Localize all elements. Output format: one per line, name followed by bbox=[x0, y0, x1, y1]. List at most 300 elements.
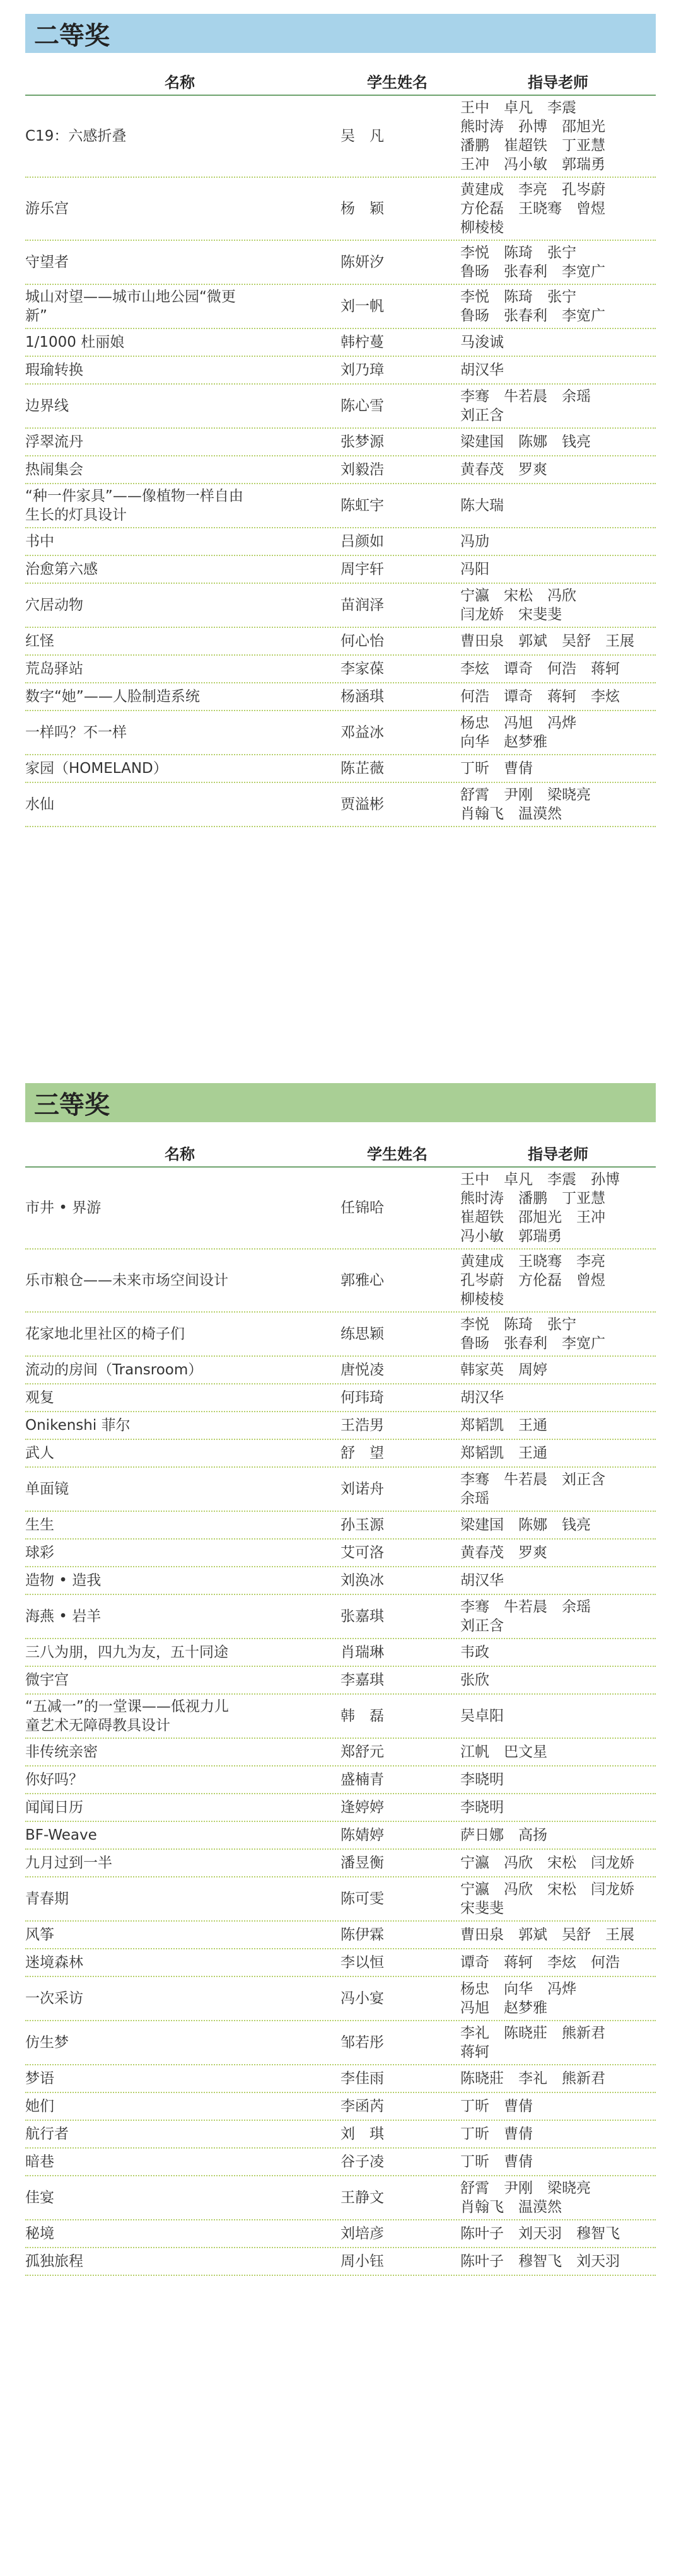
table-row bbox=[25, 178, 656, 241]
advisor-names-text: 舒霄 尹刚 梁晓亮 肖翰飞 温漠然 bbox=[460, 2180, 591, 2215]
advisor-names-text: 曹田泉 郭斌 吴舒 王展 bbox=[460, 1927, 634, 1943]
work-name-text: 你好吗？ bbox=[25, 1772, 83, 1788]
work-name-text: 闻闻日历 bbox=[25, 1799, 83, 1816]
work-name bbox=[25, 1798, 334, 1817]
student-name-text: 陈虹宇 bbox=[340, 497, 384, 514]
advisor-names-text: 张欣 bbox=[460, 1672, 489, 1688]
advisor-names-text: 马浚诚 bbox=[460, 334, 504, 351]
work-name bbox=[25, 1697, 334, 1735]
student-name-text: 陈婧婷 bbox=[340, 1827, 384, 1843]
advisor-names bbox=[460, 2024, 656, 2062]
table-row bbox=[25, 683, 656, 711]
advisor-names-text: 郑韬凯 王通 bbox=[460, 1417, 547, 1434]
third-prize-table bbox=[25, 1139, 656, 2276]
table-row bbox=[25, 2176, 656, 2220]
student-name bbox=[334, 560, 460, 579]
work-name-text: 乐市粮仓——未来市场空间设计 bbox=[25, 1272, 228, 1289]
advisor-names bbox=[460, 1798, 656, 1817]
work-name-text: 航行者 bbox=[25, 2126, 69, 2142]
table-row bbox=[25, 1977, 656, 2021]
third-prize-rows bbox=[25, 1168, 656, 2276]
work-name-text: 守望者 bbox=[25, 254, 69, 270]
advisor-names-text: 李晓明 bbox=[460, 1799, 504, 1816]
work-name-text: 风筝 bbox=[25, 1927, 54, 1943]
work-name bbox=[25, 532, 334, 551]
work-name-text: 海燕 • 岩羊 bbox=[25, 1608, 102, 1625]
student-name bbox=[334, 460, 460, 479]
student-name bbox=[334, 723, 460, 742]
second-prize-rows bbox=[25, 96, 656, 827]
table-row bbox=[25, 241, 656, 285]
work-name bbox=[25, 1671, 334, 1690]
advisor-names-text: 李骞 牛若晨 刘正含 余瑶 bbox=[460, 1471, 605, 1507]
work-name-text: 观复 bbox=[25, 1390, 54, 1406]
student-name bbox=[334, 333, 460, 352]
work-name-text: “五减一”的一堂课——低视力儿 童艺术无障碍教具设计 bbox=[25, 1698, 229, 1734]
student-name bbox=[334, 596, 460, 615]
advisor-names-text: 李炫 谭奇 何浩 蒋轲 bbox=[460, 661, 620, 677]
advisor-names bbox=[460, 287, 656, 325]
table-row bbox=[25, 1739, 656, 1767]
advisor-names bbox=[460, 1571, 656, 1590]
work-name-text: 造物 • 造我 bbox=[25, 1572, 102, 1589]
advisor-names bbox=[460, 1980, 656, 2017]
student-name bbox=[334, 253, 460, 272]
work-name bbox=[25, 659, 334, 678]
student-name-text: 李以恒 bbox=[340, 1954, 384, 1971]
table-row bbox=[25, 385, 656, 429]
work-name-text: 微宇宫 bbox=[25, 1672, 69, 1688]
work-name bbox=[25, 1643, 334, 1662]
table-row bbox=[25, 656, 656, 683]
advisor-names-text: 宁瀛 宋松 冯欣 闫龙娇 宋斐斐 bbox=[460, 588, 576, 623]
work-name bbox=[25, 460, 334, 479]
student-name bbox=[334, 1743, 460, 1761]
advisor-names bbox=[460, 586, 656, 624]
advisor-names bbox=[460, 1854, 656, 1872]
advisor-names bbox=[460, 1770, 656, 1789]
advisor-names bbox=[460, 98, 656, 174]
advisor-names bbox=[460, 243, 656, 281]
work-name bbox=[25, 397, 334, 415]
student-name bbox=[334, 1770, 460, 1789]
student-name-text: 陈妍汐 bbox=[340, 254, 384, 270]
student-name bbox=[334, 496, 460, 515]
student-name-text: 何玮琦 bbox=[340, 1390, 384, 1406]
student-name bbox=[334, 2152, 460, 2171]
table-row bbox=[25, 528, 656, 556]
student-name-text: 王静文 bbox=[340, 2190, 384, 2206]
table-row bbox=[25, 1540, 656, 1567]
table-row bbox=[25, 1250, 656, 1313]
advisor-names-text: 梁建国 陈娜 钱亮 bbox=[460, 1517, 591, 1533]
table-row bbox=[25, 96, 656, 178]
student-name-text: 韩 磊 bbox=[340, 1708, 384, 1724]
student-name bbox=[334, 1798, 460, 1817]
student-name bbox=[334, 361, 460, 380]
work-name bbox=[25, 1571, 334, 1590]
table-row bbox=[25, 456, 656, 484]
header-name: 名称 bbox=[165, 73, 195, 91]
section-title-second-prize bbox=[25, 14, 656, 53]
advisor-names bbox=[460, 1470, 656, 1508]
student-name bbox=[334, 1607, 460, 1626]
student-name-text: 李函芮 bbox=[340, 2098, 384, 2115]
student-name bbox=[334, 1953, 460, 1972]
student-name-text: 陈可雯 bbox=[340, 1891, 384, 1907]
work-name-text: 仿生梦 bbox=[25, 2034, 69, 2051]
student-name-text: 张梦源 bbox=[340, 434, 384, 450]
student-name bbox=[334, 2188, 460, 2207]
student-name bbox=[334, 1643, 460, 1662]
advisor-names bbox=[460, 1170, 656, 1246]
work-name-text: 九月过到一半 bbox=[25, 1855, 112, 1871]
student-name bbox=[334, 1388, 460, 1407]
advisor-names bbox=[460, 1361, 656, 1379]
table-header bbox=[25, 1139, 656, 1168]
student-name-text: 艾可洛 bbox=[340, 1545, 384, 1561]
advisor-names-text: 萨日娜 高扬 bbox=[460, 1827, 547, 1843]
student-name bbox=[334, 1543, 460, 1562]
work-name bbox=[25, 127, 334, 146]
student-name-text: 刘一帆 bbox=[340, 298, 384, 315]
work-name bbox=[25, 723, 334, 742]
student-name bbox=[334, 397, 460, 415]
advisor-names bbox=[460, 759, 656, 778]
work-name bbox=[25, 1271, 334, 1290]
work-name-text: 红怪 bbox=[25, 633, 54, 649]
student-name-text: 苗润泽 bbox=[340, 597, 384, 613]
work-name-text: 暗巷 bbox=[25, 2154, 54, 2170]
table-row bbox=[25, 1357, 656, 1384]
work-name bbox=[25, 1989, 334, 2008]
student-name-text: 杨 颖 bbox=[340, 200, 384, 217]
student-name-text: 周小钰 bbox=[340, 2253, 384, 2270]
advisor-names-text: 陈叶子 刘天羽 穆智飞 bbox=[460, 2225, 620, 2242]
work-name bbox=[25, 333, 334, 352]
advisor-names-text: 舒霄 尹刚 梁晓亮 肖翰飞 温漠然 bbox=[460, 787, 591, 822]
work-name bbox=[25, 1444, 334, 1463]
advisor-names bbox=[460, 1671, 656, 1690]
advisor-names-text: 冯阳 bbox=[460, 561, 489, 577]
advisor-names bbox=[460, 632, 656, 651]
student-name-text: 刘诺舟 bbox=[340, 1481, 384, 1497]
advisor-names bbox=[460, 532, 656, 551]
work-name bbox=[25, 1388, 334, 1407]
student-name-text: 李家葆 bbox=[340, 661, 384, 677]
student-name bbox=[334, 2125, 460, 2144]
table-header bbox=[25, 67, 656, 96]
advisor-names-text: 陈叶子 穆智飞 刘天羽 bbox=[460, 2253, 620, 2270]
advisor-names bbox=[460, 361, 656, 380]
table-row bbox=[25, 1949, 656, 1977]
student-name-text: 刘 琪 bbox=[340, 2126, 384, 2142]
advisor-names bbox=[460, 1743, 656, 1761]
advisor-names-text: 胡汉华 bbox=[460, 1572, 504, 1589]
work-name bbox=[25, 2033, 334, 2052]
table-row bbox=[25, 1767, 656, 1794]
student-name bbox=[334, 432, 460, 451]
student-name-text: 周宇轩 bbox=[340, 561, 384, 577]
advisor-names bbox=[460, 2097, 656, 2116]
work-name bbox=[25, 687, 334, 706]
student-name-text: 冯小宴 bbox=[340, 1990, 384, 2007]
table-row bbox=[25, 2093, 656, 2121]
advisor-names-text: 梁建国 陈娜 钱亮 bbox=[460, 434, 591, 450]
work-name bbox=[25, 1925, 334, 1944]
table-row bbox=[25, 1639, 656, 1667]
advisor-names-text: 陈大瑞 bbox=[460, 497, 504, 514]
student-name-text: 李佳雨 bbox=[340, 2070, 384, 2087]
student-name bbox=[334, 1325, 460, 1343]
student-name bbox=[334, 2097, 460, 2116]
advisor-names bbox=[460, 432, 656, 451]
table-row bbox=[25, 711, 656, 755]
work-name bbox=[25, 432, 334, 451]
advisor-names-text: 杨忠 冯旭 冯烨 向华 赵梦雅 bbox=[460, 715, 576, 750]
student-name bbox=[334, 759, 460, 778]
table-row bbox=[25, 1384, 656, 1412]
work-name-text: 一次采访 bbox=[25, 1990, 83, 2007]
student-name bbox=[334, 2252, 460, 2271]
work-name bbox=[25, 2069, 334, 2088]
work-name-text: 城山对望——城市山地公园“微更 新” bbox=[25, 289, 236, 324]
advisor-names-text: 曹田泉 郭斌 吴舒 王展 bbox=[460, 633, 634, 649]
work-name bbox=[25, 1480, 334, 1499]
section-title-third-prize bbox=[25, 1083, 656, 1122]
work-name bbox=[25, 1770, 334, 1789]
advisor-names-text: 杨忠 向华 冯烨 冯旭 赵梦雅 bbox=[460, 1981, 576, 2016]
student-name bbox=[334, 199, 460, 218]
student-name-text: 逢婷婷 bbox=[340, 1799, 384, 1816]
work-name-text: “种一件家具”——像植物一样自由 生长的灯具设计 bbox=[25, 488, 243, 523]
student-name-text: 贾溢彬 bbox=[340, 796, 384, 813]
advisor-names bbox=[460, 2252, 656, 2271]
advisor-names bbox=[460, 659, 656, 678]
table-row bbox=[25, 1794, 656, 1822]
table-row bbox=[25, 1412, 656, 1440]
advisor-names-text: 李悦 陈琦 张宁 鲁旸 张春利 李宽广 bbox=[460, 289, 605, 324]
work-name-text: C19：六感折叠 bbox=[25, 128, 127, 144]
advisor-names-text: 李礼 陈晓莊 熊新君 蒋轲 bbox=[460, 2025, 605, 2060]
work-name-text: 数字“她”——人脸制造系统 bbox=[25, 688, 200, 705]
advisor-names-text: 胡汉华 bbox=[460, 362, 504, 378]
student-name-text: 谷子凌 bbox=[340, 2154, 384, 2170]
work-name bbox=[25, 2125, 334, 2144]
student-name-text: 孙玉源 bbox=[340, 1517, 384, 1533]
work-name-text: 武人 bbox=[25, 1445, 54, 1461]
student-name-text: 盛楠青 bbox=[340, 1772, 384, 1788]
work-name bbox=[25, 1516, 334, 1535]
advisor-names-text: 黄建成 王晓骞 李亮 孔岑蔚 方伦磊 曾煜 柳棱棱 bbox=[460, 1253, 605, 1308]
advisor-names bbox=[460, 560, 656, 579]
work-name-text: 她们 bbox=[25, 2098, 54, 2115]
student-name-text: 郭雅心 bbox=[340, 1272, 384, 1289]
work-name bbox=[25, 287, 334, 325]
student-name-text: 张嘉琪 bbox=[340, 1608, 384, 1625]
table-row bbox=[25, 285, 656, 329]
work-name-text: 青春期 bbox=[25, 1891, 69, 1907]
work-name bbox=[25, 487, 334, 525]
third-prize-title: 三等奖 bbox=[34, 1090, 110, 1120]
work-name bbox=[25, 2252, 334, 2271]
table-row bbox=[25, 556, 656, 584]
advisor-names bbox=[460, 786, 656, 823]
student-name bbox=[334, 1707, 460, 1726]
work-name bbox=[25, 2224, 334, 2243]
student-name bbox=[334, 127, 460, 146]
advisor-names-text: 宁瀛 冯欣 宋松 闫龙娇 bbox=[460, 1855, 634, 1871]
work-name-text: 热闹集会 bbox=[25, 461, 83, 478]
advisor-names bbox=[460, 1598, 656, 1635]
work-name-text: 市井 • 界游 bbox=[25, 1200, 102, 1216]
work-name bbox=[25, 560, 334, 579]
table-row bbox=[25, 2248, 656, 2276]
student-name-text: 王浩男 bbox=[340, 1417, 384, 1434]
table-row bbox=[25, 628, 656, 656]
student-name-text: 肖瑞琳 bbox=[340, 1644, 384, 1661]
advisor-names bbox=[460, 180, 656, 237]
work-name bbox=[25, 1325, 334, 1343]
work-name-text: 书中 bbox=[25, 533, 54, 550]
advisor-names-text: 李晓明 bbox=[460, 1772, 504, 1788]
table-row bbox=[25, 2065, 656, 2093]
work-name bbox=[25, 1416, 334, 1435]
advisor-names-text: 胡汉华 bbox=[460, 1390, 504, 1406]
student-name-text: 邹若彤 bbox=[340, 2034, 384, 2051]
advisor-names bbox=[460, 714, 656, 751]
work-name bbox=[25, 1854, 334, 1872]
work-name-text: 非传统亲密 bbox=[25, 1744, 98, 1760]
header-advisor: 指导老师 bbox=[528, 1145, 588, 1163]
work-name bbox=[25, 199, 334, 218]
advisor-names-text: 丁昕 曹倩 bbox=[460, 2098, 533, 2115]
student-name-text: 练思颖 bbox=[340, 1326, 384, 1342]
table-row bbox=[25, 783, 656, 827]
advisor-names-text: 丁昕 曹倩 bbox=[460, 2126, 533, 2142]
student-name-text: 舒 望 bbox=[340, 1445, 384, 1461]
work-name bbox=[25, 1607, 334, 1626]
table-row bbox=[25, 1877, 656, 1922]
advisor-names-text: 江帆 巴文星 bbox=[460, 1744, 547, 1760]
advisor-names bbox=[460, 687, 656, 706]
table-row bbox=[25, 2021, 656, 2065]
advisor-names bbox=[460, 460, 656, 479]
student-name bbox=[334, 1889, 460, 1908]
student-name bbox=[334, 1925, 460, 1944]
table-row bbox=[25, 357, 656, 385]
advisor-names-text: 李骞 牛若晨 余瑶 刘正含 bbox=[460, 1599, 591, 1634]
student-name-text: 李嘉琪 bbox=[340, 1672, 384, 1688]
advisor-names-text: 李悦 陈琦 张宁 鲁旸 张春利 李宽广 bbox=[460, 1316, 605, 1352]
table-row bbox=[25, 1922, 656, 1949]
advisor-names-text: 韦政 bbox=[460, 1644, 489, 1661]
advisor-names bbox=[460, 1388, 656, 1407]
student-name-text: 何心怡 bbox=[340, 633, 384, 649]
student-name bbox=[334, 1444, 460, 1463]
table-row bbox=[25, 2220, 656, 2248]
header-student: 学生姓名 bbox=[367, 1145, 428, 1163]
table-row bbox=[25, 329, 656, 357]
student-name bbox=[334, 1480, 460, 1499]
student-name bbox=[334, 1271, 460, 1290]
work-name-text: 水仙 bbox=[25, 796, 54, 813]
work-name bbox=[25, 1361, 334, 1379]
table-row bbox=[25, 429, 656, 456]
advisor-names-text: 黄春茂 罗爽 bbox=[460, 461, 547, 478]
advisor-names-text: 王中 卓凡 李震 孙博 熊时涛 潘鹏 丁亚慧 崔超铁 邵旭光 王冲 冯小敏 郭瑞勇 bbox=[460, 1171, 620, 1244]
work-name-text: 游乐宫 bbox=[25, 200, 69, 217]
student-name bbox=[334, 1198, 460, 1217]
table-row bbox=[25, 1440, 656, 1468]
advisor-names-text: 冯劢 bbox=[460, 533, 489, 550]
second-prize-table bbox=[25, 67, 656, 827]
work-name-text: Onikenshi 菲尔 bbox=[25, 1417, 131, 1434]
table-row bbox=[25, 1512, 656, 1540]
advisor-names bbox=[460, 2224, 656, 2243]
student-name bbox=[334, 297, 460, 316]
work-name-text: 秘境 bbox=[25, 2225, 54, 2242]
table-row bbox=[25, 1468, 656, 1512]
work-name-text: BF-Weave bbox=[25, 1827, 97, 1843]
table-row bbox=[25, 1313, 656, 1357]
advisor-names bbox=[460, 1826, 656, 1845]
work-name bbox=[25, 596, 334, 615]
header-student: 学生姓名 bbox=[367, 73, 428, 91]
student-name-text: 杨涵琪 bbox=[340, 688, 384, 705]
advisor-names bbox=[460, 1925, 656, 1944]
work-name-text: 1/1000 杜丽娘 bbox=[25, 334, 125, 351]
student-name bbox=[334, 1989, 460, 2008]
advisor-names-text: 李骞 牛若晨 余瑶 刘正含 bbox=[460, 388, 591, 424]
advisor-names bbox=[460, 387, 656, 425]
advisor-names-text: 丁昕 曹倩 bbox=[460, 760, 533, 777]
work-name-text: 单面镜 bbox=[25, 1481, 69, 1497]
work-name-text: 迷境森林 bbox=[25, 1954, 83, 1971]
advisor-names bbox=[460, 1707, 656, 1726]
student-name-text: 潘昱衡 bbox=[340, 1855, 384, 1871]
student-name bbox=[334, 632, 460, 651]
work-name-text: 一样吗？不一样 bbox=[25, 724, 127, 741]
advisor-names-text: 黄建成 李亮 孔岑蔚 方伦磊 王晓骞 曾煜 柳棱棱 bbox=[460, 182, 605, 236]
work-name-text: 荒岛驿站 bbox=[25, 661, 83, 677]
table-row bbox=[25, 2121, 656, 2149]
work-name bbox=[25, 1543, 334, 1562]
table-row bbox=[25, 2149, 656, 2176]
advisor-names-text: 黄春茂 罗爽 bbox=[460, 1545, 547, 1561]
work-name bbox=[25, 1889, 334, 1908]
student-name bbox=[334, 1826, 460, 1845]
student-name-text: 郑舒元 bbox=[340, 1744, 384, 1760]
work-name-text: 花家地北里社区的椅子们 bbox=[25, 1326, 185, 1342]
student-name bbox=[334, 1361, 460, 1379]
student-name-text: 邓益冰 bbox=[340, 724, 384, 741]
student-name-text: 刘涣冰 bbox=[340, 1572, 384, 1589]
table-row bbox=[25, 1695, 656, 1739]
student-name bbox=[334, 2069, 460, 2088]
work-name-text: 流动的房间（Transroom） bbox=[25, 1362, 203, 1378]
student-name bbox=[334, 2033, 460, 2052]
work-name bbox=[25, 1953, 334, 1972]
student-name bbox=[334, 659, 460, 678]
student-name bbox=[334, 687, 460, 706]
table-row bbox=[25, 1822, 656, 1850]
advisor-names-text: 韩家英 周婷 bbox=[460, 1362, 547, 1378]
student-name bbox=[334, 1671, 460, 1690]
work-name-text: 穴居动物 bbox=[25, 597, 83, 613]
advisor-names bbox=[460, 1252, 656, 1309]
advisor-names bbox=[460, 1516, 656, 1535]
